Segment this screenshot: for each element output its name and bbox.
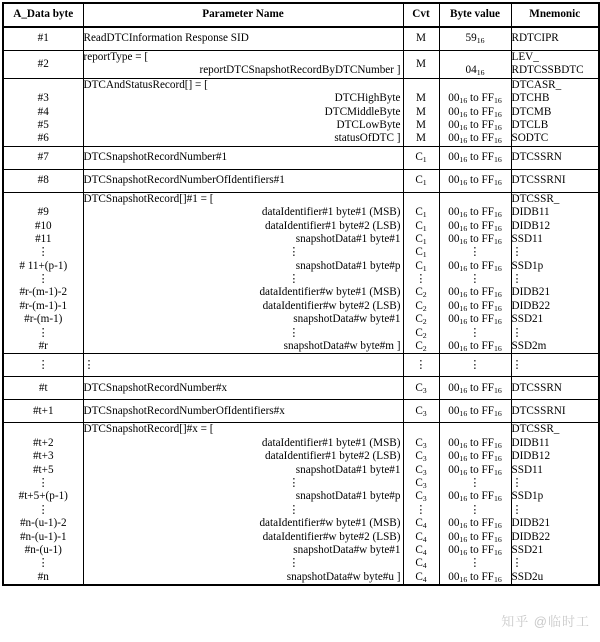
param-sub-line: dataIdentifier#1 byte#1 (MSB): [261, 206, 401, 219]
cell-line: #5: [37, 118, 49, 131]
cell-byte-value: [439, 78, 511, 146]
cell-byte-value: 0016 to FF16: [439, 146, 511, 169]
cell-line: SSD1p: [511, 259, 544, 272]
cell-line: DIDB22: [511, 299, 551, 312]
cell-byte-value: [439, 51, 511, 79]
param-sub-line: DTCMiddleByte: [324, 105, 401, 118]
cell-line: SSD2u: [511, 570, 544, 583]
cell-line: SSD21: [511, 313, 544, 326]
cell-line: 0016 to FF16: [448, 517, 502, 531]
param-sub-line: statusOfDTC ]: [334, 132, 401, 145]
param-sub-line: ⋮: [288, 557, 300, 570]
cell-line: 0016 to FF16: [448, 105, 502, 119]
cell-line: SSD11: [511, 232, 543, 245]
param-sub-line: snapshotData#1 byte#p: [295, 259, 401, 272]
cell-line: 0016 to FF16: [448, 313, 502, 327]
cell-line: DTCSSR_: [511, 423, 560, 436]
cell-line: M: [416, 92, 426, 105]
cell-line: #t+5+(p-1): [18, 490, 68, 503]
cell-line: DTCMB: [511, 105, 552, 118]
cell-line: C3: [415, 490, 427, 504]
cell-line: 0016 to FF16: [448, 286, 502, 300]
cell-byte-value: 0016 to FF16: [439, 377, 511, 400]
cell-line: 0016 to FF16: [448, 463, 502, 477]
param-head: DTCSnapshotRecordNumberOfIdentifiers#x: [83, 404, 285, 417]
param-head: DTCSnapshotRecord[]#1 = [: [83, 192, 214, 205]
cell-parameter-name: [83, 146, 403, 169]
table-row: [3, 78, 599, 146]
cell-line: [404, 423, 439, 436]
cell-line: #r-(m-1)-1: [19, 299, 68, 312]
column-header-byte-value: Byte value: [439, 3, 511, 27]
cell-line: C2: [415, 286, 427, 300]
table-row: [3, 51, 599, 79]
cell-line: ⋮: [511, 246, 523, 259]
cell-line: C3: [415, 450, 427, 464]
column-header-cvt: Cvt: [403, 3, 439, 27]
cell-line: DTCASR_: [511, 78, 562, 91]
cell-cvt: [403, 192, 439, 354]
cell-line: DIDB11: [511, 206, 550, 219]
cell-cvt: C1: [403, 169, 439, 192]
cell-line: 0016 to FF16: [448, 530, 502, 544]
cell-line: [4, 79, 83, 92]
cell-line: ⋮: [511, 326, 523, 339]
cell-line: ⋮: [415, 273, 427, 286]
cell-line: DIDB11: [511, 436, 550, 449]
cell-cvt: M: [403, 51, 439, 79]
cell-line: C1: [415, 206, 427, 220]
cell-line: ⋮: [37, 557, 49, 570]
cell-parameter-name: [83, 78, 403, 146]
cell-line: 0016 to FF16: [448, 299, 502, 313]
cell-line: M: [416, 118, 426, 131]
cell-line: M: [416, 132, 426, 145]
cell-a-data-byte: #8: [3, 169, 83, 192]
cell-mnemonic: DTCSSRN: [511, 377, 599, 400]
param-sub-line: snapshotData#w byte#1: [293, 543, 401, 556]
cell-a-data-byte: #7: [3, 146, 83, 169]
cell-line: #t+3: [32, 450, 54, 463]
param-head: DTCSnapshotRecordNumber#1: [83, 151, 228, 164]
cell-byte-value: [439, 192, 511, 354]
cell-line: #n-(u-1): [24, 543, 62, 556]
cell-line: SODTC: [511, 132, 549, 145]
cell-line: #n-(u-1)-1: [19, 530, 67, 543]
param-sub-line: ⋮: [288, 246, 300, 259]
cell-line: #3: [37, 92, 49, 105]
cell-parameter-name: [83, 400, 403, 423]
cell-line: ⋮: [511, 476, 523, 489]
cell-line: #10: [34, 219, 52, 232]
table-row: [3, 400, 599, 423]
cell-line: ⋮: [469, 557, 481, 570]
param-sub-line: DTCLowByte: [336, 118, 401, 131]
cell-byte-value: [439, 423, 511, 585]
cell-cvt: [403, 78, 439, 146]
table-row: [3, 192, 599, 354]
cell-line: 0016 to FF16: [448, 259, 502, 273]
cell-byte-value: 0016 to FF16: [439, 400, 511, 423]
cell-mnemonic: ⋮: [511, 354, 599, 377]
cell-mnemonic: [511, 78, 599, 146]
cell-a-data-byte: #2: [3, 51, 83, 79]
param-sub-line: ⋮: [288, 476, 300, 489]
cell-line: ⋮: [37, 246, 49, 259]
cell-line: 0016 to FF16: [448, 340, 502, 354]
cell-a-data-byte: [3, 423, 83, 585]
param-sub-line: dataIdentifier#1 byte#2 (LSB): [265, 450, 401, 463]
cell-line: SSD1p: [511, 490, 544, 503]
cell-cvt: [403, 423, 439, 585]
cell-mnemonic: DTCSSRNI: [511, 400, 599, 423]
cell-line: C3: [415, 476, 427, 490]
cell-parameter-name: [83, 423, 403, 585]
param-sub-line: dataIdentifier#1 byte#1 (MSB): [261, 436, 401, 449]
cell-line: ⋮: [37, 503, 49, 516]
param-head: DTCSnapshotRecordNumber#x: [83, 381, 228, 394]
cell-cvt: C1: [403, 146, 439, 169]
cell-line: 0016 to FF16: [448, 490, 502, 504]
cell-line: 0016 to FF16: [448, 132, 502, 146]
cell-line: C4: [415, 557, 427, 571]
param-sub-line: reportDTCSnapshotRecordByDTCNumber ]: [199, 64, 401, 77]
cell-line: DIDB22: [511, 530, 551, 543]
cell-parameter-name: [83, 192, 403, 354]
table-row: [3, 423, 599, 585]
param-head: DTCAndStatusRecord[] = [: [83, 78, 208, 91]
table-row: [3, 169, 599, 192]
param-sub-line: dataIdentifier#w byte#1 (MSB): [259, 517, 401, 530]
cell-line: SSD11: [511, 463, 543, 476]
column-header-mnemonic: Mnemonic: [511, 3, 599, 27]
cell-line: #n-(u-1)-2: [19, 517, 67, 530]
cell-parameter-name: [83, 169, 403, 192]
cell-line: C1: [415, 232, 427, 246]
watermark: 知乎 @临时工: [501, 614, 590, 629]
cell-cvt: M: [403, 27, 439, 51]
cell-line: [440, 79, 511, 92]
param-sub-line: dataIdentifier#w byte#2 (LSB): [262, 299, 401, 312]
cell-parameter-name: [83, 377, 403, 400]
cell-parameter-name: [83, 354, 403, 377]
param-head: DTCSnapshotRecord[]#x = [: [83, 423, 214, 436]
cell-line: C2: [415, 340, 427, 354]
cell-line: [440, 193, 511, 206]
table-row: [3, 377, 599, 400]
cell-line: #n: [37, 570, 49, 583]
table-header-row: [3, 3, 599, 27]
param-head: DTCSnapshotRecordNumberOfIdentifiers#1: [83, 174, 285, 187]
cell-line: 0016 to FF16: [448, 92, 502, 106]
cell-line: C2: [415, 313, 427, 327]
param-sub-line: snapshotData#w byte#m ]: [283, 340, 401, 353]
cell-byte-value: 0016 to FF16: [439, 169, 511, 192]
param-sub-line: ⋮: [288, 326, 300, 339]
cell-line: 0016 to FF16: [448, 570, 502, 584]
cell-line: LEV_: [511, 51, 539, 63]
cell-line: 0016 to FF16: [448, 118, 502, 132]
cell-cvt: C3: [403, 377, 439, 400]
param-sub-line: dataIdentifier#w byte#2 (LSB): [262, 530, 401, 543]
cell-line: ⋮: [469, 246, 481, 259]
cell-a-data-byte: #t+1: [3, 400, 83, 423]
cell-line: DIDB21: [511, 286, 551, 299]
param-sub-line: DTCHighByte: [334, 92, 401, 105]
cell-line: M: [416, 105, 426, 118]
cell-parameter-name: [83, 27, 403, 51]
cell-line: ⋮: [469, 273, 481, 286]
param-sub-line: ⋮: [288, 273, 300, 286]
cell-a-data-byte: #t: [3, 377, 83, 400]
cell-line: [4, 193, 83, 206]
cell-line: C3: [415, 463, 427, 477]
cell-line: # 11+(p-1): [19, 259, 68, 272]
cell-line: [404, 193, 439, 206]
column-header-parameter-name: Parameter Name: [83, 3, 403, 27]
cell-line: #9: [37, 206, 49, 219]
cell-line: DTCLB: [511, 118, 549, 131]
cell-line: #r-(m-1): [24, 313, 63, 326]
cell-line: C4: [415, 517, 427, 531]
cell-line: 0016 to FF16: [448, 206, 502, 220]
cell-mnemonic: DTCSSRNI: [511, 169, 599, 192]
cell-line: 0416: [465, 64, 485, 78]
cell-byte-value: ⋮: [439, 354, 511, 377]
cell-mnemonic: RDTCIPR: [511, 27, 599, 51]
param-sub-line: dataIdentifier#w byte#1 (MSB): [259, 286, 401, 299]
cell-line: ⋮: [469, 503, 481, 516]
cell-line: #r: [38, 340, 48, 353]
param-sub-line: snapshotData#1 byte#p: [295, 490, 401, 503]
cell-line: #t+5: [32, 463, 54, 476]
cell-line: #11: [35, 232, 52, 245]
cell-line: #6: [37, 132, 49, 145]
cell-line: ⋮: [37, 273, 49, 286]
cell-a-data-byte: ⋮: [3, 354, 83, 377]
cell-cvt: C3: [403, 400, 439, 423]
param-sub-line: snapshotData#w byte#u ]: [286, 570, 401, 583]
param-sub-line: snapshotData#w byte#1: [293, 313, 401, 326]
cell-line: 0016 to FF16: [448, 219, 502, 233]
cell-line: 0016 to FF16: [448, 543, 502, 557]
param-sub-line: snapshotData#1 byte#1: [295, 232, 401, 245]
cell-line: ⋮: [469, 476, 481, 489]
cell-line: [4, 423, 83, 436]
table-row: [3, 27, 599, 51]
cell-line: ⋮: [37, 476, 49, 489]
cell-mnemonic: [511, 423, 599, 585]
cell-line: ⋮: [415, 503, 427, 516]
param-sub-line: snapshotData#1 byte#1: [295, 463, 401, 476]
cell-line: [440, 51, 511, 64]
cell-mnemonic: [511, 192, 599, 354]
cell-line: ⋮: [511, 503, 523, 516]
cell-line: ⋮: [511, 273, 523, 286]
cell-line: RDTCSSBDTC: [511, 64, 584, 77]
cell-line: C1: [415, 246, 427, 260]
cell-line: C4: [415, 530, 427, 544]
cell-line: #t+2: [32, 436, 54, 449]
cell-parameter-name: [83, 51, 403, 79]
cell-line: ⋮: [511, 557, 523, 570]
cell-line: #r-(m-1)-2: [19, 286, 68, 299]
cell-line: DIDB21: [511, 517, 551, 530]
cell-line: C3: [415, 436, 427, 450]
cell-mnemonic: [511, 51, 599, 79]
cell-line: SSD2m: [511, 340, 547, 353]
column-header-a-data-byte: A_Data byte: [3, 3, 83, 27]
cell-line: 0016 to FF16: [448, 436, 502, 450]
cell-line: DIDB12: [511, 450, 551, 463]
cell-byte-value: 5916: [439, 27, 511, 51]
param-head: ⋮: [83, 358, 95, 371]
cell-line: [440, 423, 511, 436]
dtc-snapshot-record-table: [2, 2, 600, 586]
cell-line: DIDB12: [511, 219, 551, 232]
cell-line: 0016 to FF16: [448, 232, 502, 246]
cell-a-data-byte: [3, 192, 83, 354]
cell-line: C2: [415, 326, 427, 340]
cell-line: C4: [415, 570, 427, 584]
table-row: [3, 354, 599, 377]
cell-a-data-byte: [3, 78, 83, 146]
table-body: [3, 27, 599, 585]
cell-line: SSD21: [511, 543, 544, 556]
table-row: [3, 146, 599, 169]
param-sub-line: ⋮: [288, 503, 300, 516]
cell-a-data-byte: #1: [3, 27, 83, 51]
param-head: ReadDTCInformation Response SID: [83, 32, 249, 45]
param-sub-line: dataIdentifier#1 byte#2 (LSB): [265, 219, 401, 232]
cell-line: #4: [37, 105, 49, 118]
cell-cvt: ⋮: [403, 354, 439, 377]
cell-line: DTCHB: [511, 92, 550, 105]
cell-line: C1: [415, 259, 427, 273]
cell-line: C4: [415, 543, 427, 557]
cell-line: C1: [415, 219, 427, 233]
cell-mnemonic: DTCSSRN: [511, 146, 599, 169]
cell-line: C2: [415, 299, 427, 313]
param-head: reportType = [: [83, 51, 149, 63]
cell-line: [404, 79, 439, 92]
cell-line: ⋮: [469, 326, 481, 339]
cell-line: ⋮: [37, 326, 49, 339]
cell-line: 0016 to FF16: [448, 450, 502, 464]
cell-line: DTCSSR_: [511, 192, 560, 205]
